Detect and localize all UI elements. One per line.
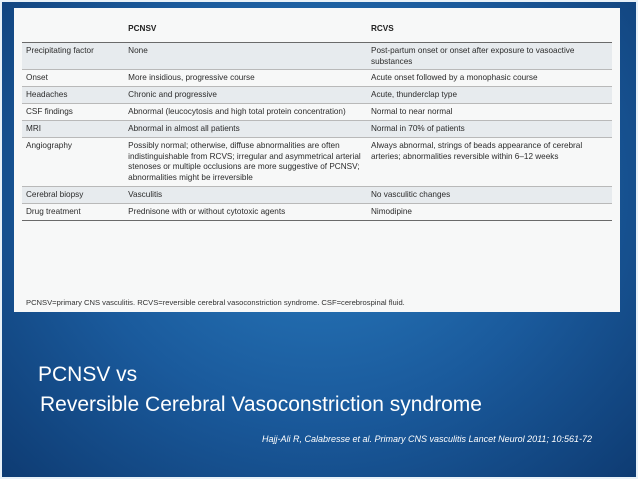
row-pcnsv-cell: Vasculitis	[124, 187, 367, 204]
row-pcnsv-cell: Prednisone with or without cytotoxic agents	[124, 203, 367, 220]
row-label: Headaches	[22, 87, 124, 104]
row-pcnsv-cell: None	[124, 42, 367, 70]
table-header-pcnsv: PCNSV	[124, 16, 367, 42]
comparison-table-image	[14, 8, 620, 312]
row-label: CSF findings	[22, 104, 124, 121]
row-label: Cerebral biopsy	[22, 187, 124, 204]
table-header-feature	[22, 16, 124, 42]
row-rcvs-cell: Acute, thunderclap type	[367, 87, 612, 104]
table-header-row	[22, 16, 612, 42]
row-pcnsv-cell: Abnormal (leucocytosis and high total protein concentration)	[124, 104, 367, 121]
table-row	[22, 120, 612, 137]
row-pcnsv-cell: Possibly normal; otherwise, diffuse abnormalities are often indistinguishable from RCVS; irregular and asymmetrical arterial stenoses or multiple occlusions are more suggestive of PCNSV; abnormalities might be irreversible	[124, 137, 367, 186]
citation: Hajj-Ali R, Calabresse et al. Primary CNS vasculitis Lancet Neurol 2011; 10:561-72	[262, 434, 592, 444]
slide-title-line1: PCNSV vs	[38, 363, 138, 386]
table-row	[22, 187, 612, 204]
row-rcvs-cell: Normal in 70% of patients	[367, 120, 612, 137]
comparison-table	[22, 16, 612, 221]
row-pcnsv-cell: Abnormal in almost all patients	[124, 120, 367, 137]
row-label: Precipitating factor	[22, 42, 124, 70]
row-rcvs-cell: Acute onset followed by a monophasic course	[367, 70, 612, 87]
row-label: MRI	[22, 120, 124, 137]
row-rcvs-cell: No vasculitic changes	[367, 187, 612, 204]
table-row	[22, 70, 612, 87]
table-row	[22, 203, 612, 220]
row-rcvs-cell: Always abnormal, strings of beads appearance of cerebral arteries; abnormalities reversible within 6–12 weeks	[367, 137, 612, 186]
table-header-rcvs: RCVS	[367, 16, 612, 42]
row-label: Drug treatment	[22, 203, 124, 220]
slide-title-line2: Reversible Cerebral Vasoconstriction syndrome	[40, 393, 482, 416]
row-rcvs-cell: Post-partum onset or onset after exposure to vasoactive substances	[367, 42, 612, 70]
row-label: Onset	[22, 70, 124, 87]
table-row	[22, 42, 612, 70]
row-rcvs-cell: Normal to near normal	[367, 104, 612, 121]
row-rcvs-cell: Nimodipine	[367, 203, 612, 220]
row-label: Angiography	[22, 137, 124, 186]
table-row	[22, 87, 612, 104]
table-row	[22, 104, 612, 121]
row-pcnsv-cell: More insidious, progressive course	[124, 70, 367, 87]
row-pcnsv-cell: Chronic and progressive	[124, 87, 367, 104]
table-footnote: PCNSV=primary CNS vasculitis. RCVS=reversible cerebral vasoconstriction syndrome. CSF=cerebrospinal fluid.	[26, 298, 405, 307]
table-row	[22, 137, 612, 186]
